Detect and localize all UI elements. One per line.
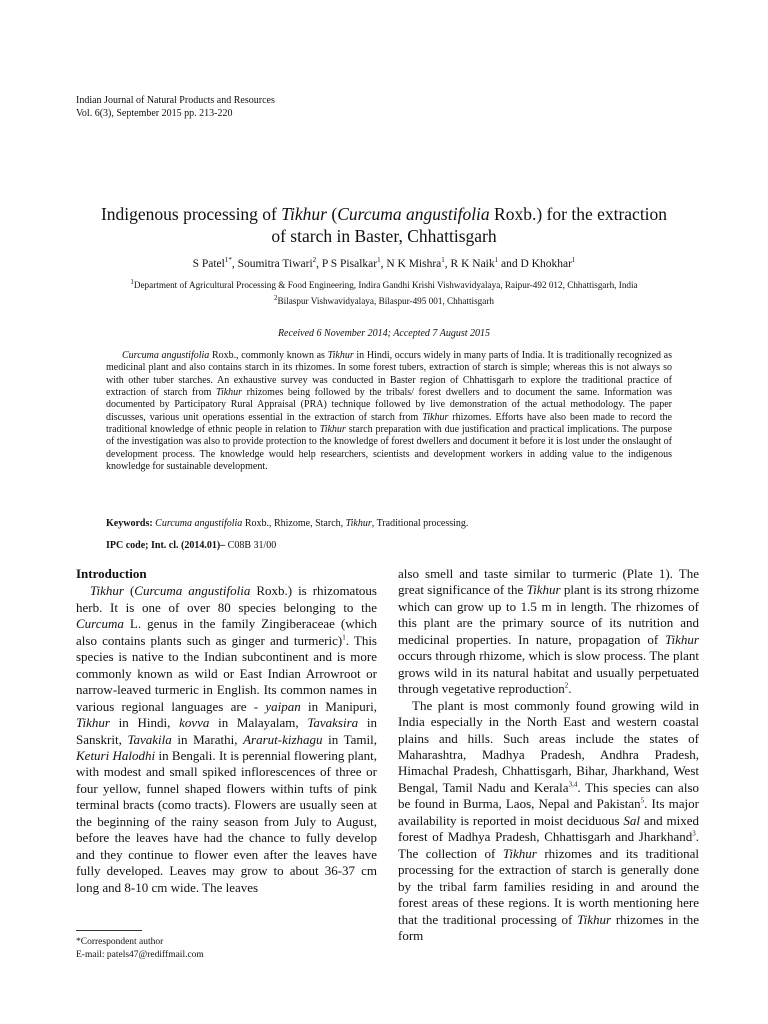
abstract-text: rhizomes being followed by the tribals/ forest dwellers and to document the same. Information was documented by Participatory Rural Appraisal (PRA) technique followed by live demonstration of the actual methodology. The paper discusses, various unit operations essential in the extraction of starch from: [106, 387, 672, 423]
citation-sup: 2: [564, 681, 569, 690]
author: , Soumitra Tiwari: [231, 258, 313, 270]
journal-header: [76, 95, 275, 120]
citation-sup: 3: [692, 829, 696, 838]
italic-term: Ararut-kizhagu: [243, 731, 323, 747]
abstract-italic: Tikhur: [327, 350, 354, 361]
body-text: .: [568, 681, 572, 697]
author: S Patel: [192, 258, 225, 270]
body-text: rhizomes in the form: [398, 911, 699, 943]
author: , R K Naik: [444, 258, 495, 270]
author-sup: 1: [377, 256, 381, 265]
keyword-italic: Curcuma angustifolia: [152, 518, 243, 529]
title-line-2: of starch in Baster, Chhattisgarh: [271, 226, 497, 246]
body-text: L. genus in the family Zingiberaceae (which also contains plants such as ginger and turmeric): [76, 616, 377, 648]
citation-sup: 5: [640, 797, 645, 806]
ipc-label: IPC code; Int. cl. (2014.01)–: [106, 540, 226, 551]
intro-paragraph-2: [398, 698, 699, 945]
title-italic-tikhur: Tikhur: [281, 204, 327, 224]
italic-term: Tikhur: [665, 631, 699, 647]
received-dates: Received 6 November 2014; Accepted 7 August 2015: [277, 328, 491, 339]
body-text: in Manipuri,: [300, 698, 377, 714]
author: and D Khokhar: [498, 258, 572, 270]
italic-term: Curcuma angustifolia: [134, 583, 251, 599]
author-sup: 1*: [224, 256, 232, 265]
italic-term: kovva: [179, 715, 210, 731]
citation-sup: 3,4: [568, 780, 578, 789]
title-text: Indigenous processing of: [100, 204, 282, 224]
affiliation-2: [60, 293, 708, 306]
correspondent-note: *Correspondent author: [76, 937, 164, 947]
italic-term: yaipan: [265, 698, 301, 714]
body-text: plant is its strong rhizome which can grow up to 1.5 m in length. The rhizomes of this plant are the primary source of its nutrition and medicinal properties. In nature, propagation of: [398, 582, 699, 647]
italic-term: Tikhur: [577, 911, 612, 927]
italic-term: Tikhur: [526, 582, 561, 598]
keywords-label: Keywords:: [106, 518, 153, 529]
correspondent-email: E-mail: patels47@rediffmail.com: [76, 950, 204, 960]
author: , N K Mishra: [380, 258, 442, 270]
body-text: rhizomes and its traditional processing for the extraction of starch is generally done by the tribal farm families residing in and around the forest areas of these regions. It is worth mentioning here that the traditional processing of: [398, 845, 699, 927]
affiliation-sup: 1: [130, 277, 134, 286]
keyword-text: , Traditional processing.: [371, 518, 469, 529]
journal-name: Indian Journal of Natural Products and Resources: [76, 95, 275, 106]
italic-term: Tikhur: [90, 583, 124, 599]
abstract-text: rhizomes. Efforts have also been made to record the traditional knowledge of ethnic people in relation to: [106, 411, 672, 436]
title-text: Roxb.) for the extraction: [489, 204, 668, 224]
body-text: . This species can also be found in Burma, Laos, Nepal and Pakistan: [398, 779, 699, 812]
body-text: also smell and taste similar to turmeric (Plate 1). The great significance of the: [398, 566, 699, 598]
keywords: [106, 518, 672, 529]
italic-term: Tikhur: [76, 715, 110, 731]
abstract-italic: Tikhur: [319, 424, 346, 436]
italic-term: Curcuma: [76, 616, 124, 632]
abstract-italic: Curcuma angustifolia: [122, 350, 210, 361]
body-text: in Marathi,: [171, 731, 244, 747]
abstract-text: in Hindi, occurs widely in many parts of India. It is traditionally recognized as medicinal plant and also contains starch in its rhizomes. In some forest tubers, extraction of starch is simple; whereas this is not always so with other tuber starches. An exhaustive survey was conducted in Baster region of Chhattisgarh to explore the traditional practice of extraction of starch from: [106, 350, 672, 399]
body-text: in Tamil,: [322, 731, 378, 747]
section-heading-introduction: Introduction: [76, 566, 147, 581]
abstract-italic: Tikhur: [215, 387, 243, 399]
body-text: in Bengali. It is perennial flowering plant, with modest and small spiked inflorescences of three or four yellow, funnel shaped flowers within tufts of pink terminal bracts (como tracts). Flowers are usually seen at the beginning of the rainy season from July to August, before the leaves have had the chance to fully develop and they continue to flower even after the leaves have fully developed. Leaves may grow to about 36-37 cm long and 8-10 cm wide. The leaves: [76, 747, 377, 895]
keyword-italic: Tikhur: [345, 518, 372, 529]
abstract-text: Roxb., commonly known as: [209, 350, 328, 361]
body-text: and mixed forest of Madhya Pradesh, Chhattisgarh and Jharkhand: [398, 812, 699, 845]
body-text: in Hindi,: [109, 715, 180, 731]
abstract-italic: Tikhur: [422, 411, 449, 423]
footnote-divider: [76, 930, 142, 931]
abstract-text: starch preparation with due justification and practical implications. The purpose of the investigation was also to provide protection to the knowledge of forest dwellers and document it before it is lost under the onslaught of development process. The knowledge would help researchers, scientists and development workers in adding value to the indigenous knowledge for sustainable development.: [106, 424, 673, 473]
author-sup: 1: [441, 256, 445, 265]
column-left: [76, 566, 377, 896]
body-text: The plant is most commonly found growing wild in India especially in the North East and western coastal plains and hills. Such areas include the states of Maharashtra, Madhya Pradesh, Andhra Pradesh, Himachal Pradesh, Chhattisgarh, Bihar, Jharkhand, West Bengal, Tamil Nadu and Kerala: [398, 697, 699, 795]
intro-paragraph-1: [76, 583, 377, 896]
intro-paragraph-1-continued: [398, 566, 699, 698]
italic-term: Keturi Halodhi: [76, 747, 156, 763]
italic-term: Tavakila: [127, 731, 172, 747]
body-text: in Sanskrit,: [76, 715, 377, 747]
title-text: (: [326, 204, 338, 224]
body-text: . Its major availability is reported in moist deciduous: [398, 796, 699, 828]
ipc-code: [106, 540, 672, 551]
author: , P S Pisalkar: [316, 258, 378, 270]
author-list: [60, 258, 708, 270]
affiliation-text: Bilaspur Vishwavidyalaya, Bilaspur-495 001, Chhattisgarh: [277, 296, 494, 306]
italic-term: Tikhur: [502, 845, 537, 861]
affiliation-1: [60, 277, 708, 290]
body-text: occurs through rhizome, which is slow process. The plant grows wild in its natural habitat and usually perpetuated through vegetative reproduction: [398, 648, 699, 697]
author-sup: 1: [571, 256, 576, 265]
body-text: in Malayalam,: [209, 715, 308, 731]
body-text: (: [123, 583, 135, 599]
ipc-value: C08B 31/00: [225, 540, 277, 551]
title-italic-species: Curcuma angustifolia: [337, 204, 490, 224]
affiliation-sup: 2: [273, 293, 278, 302]
footnote: [76, 936, 204, 962]
citation-sup: 1: [342, 633, 346, 642]
italic-term: Sal: [623, 812, 640, 828]
affiliation-text: Department of Agricultural Processing & Food Engineering, Indira Gandhi Krishi Vishwavidyalaya, Raipur-492 012, Chhattisgarh, India: [133, 280, 638, 290]
column-right: [398, 566, 699, 944]
author-sup: 1: [494, 256, 499, 265]
italic-term: Tavaksira: [307, 715, 359, 731]
abstract: [106, 350, 672, 473]
body-text: Roxb.) is rhizomatous herb. It is one of over 80 species belonging to the: [76, 583, 377, 615]
article-title: [60, 203, 708, 247]
keyword-text: Roxb., Rhizome, Starch,: [242, 518, 346, 529]
body-text: . This species is native to the Indian subcontinent and is more commonly known as wild or East Indian Arrowroot or narrow-leaved turmeric in English. Its common names in various regional languages are -: [76, 632, 377, 714]
journal-volume: Vol. 6(3), September 2015 pp. 213-220: [76, 107, 233, 119]
body-text: . The collection of: [398, 829, 699, 861]
author-sup: 2: [312, 256, 317, 265]
